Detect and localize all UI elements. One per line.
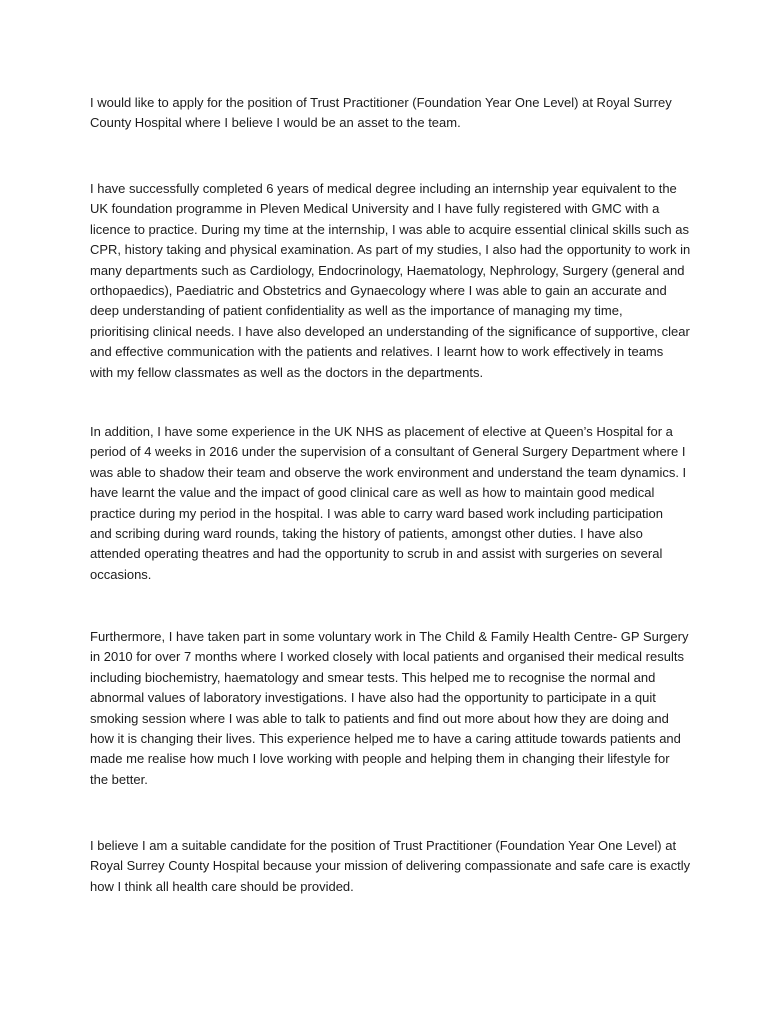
paragraph-voluntary-work bbox=[90, 627, 690, 790]
text-line: practice during my period in the hospital. I was able to carry ward based work including participation bbox=[90, 505, 664, 521]
text-line: many departments such as Cardiology, Endocrinology, Haematology, Nephrology, Surgery (general and bbox=[90, 262, 685, 278]
text-line: how I think all health care should be provided. bbox=[90, 878, 354, 894]
text-line: attended operating theatres and had the opportunity to scrub in and assist with surgeries on several bbox=[90, 546, 663, 562]
text-line: in 2010 for over 7 months where I worked closely with local patients and organised their medical results bbox=[90, 649, 684, 665]
text-line: abnormal values of laboratory investigations. I have also had the opportunity to participate in a quit bbox=[90, 690, 656, 706]
text-line: and scribing during ward rounds, taking the history of patients, amongst other duties. I have also bbox=[90, 526, 643, 542]
text-line: In addition, I have some experience in the UK NHS as placement of elective at Queen’s Hospital for a bbox=[90, 424, 673, 439]
text-line: was able to shadow their team and observe the work environment and understand the team dynamics. I bbox=[90, 464, 687, 480]
text-line: licence to practice. During my time at the internship, I was able to acquire essential clinical skills such as bbox=[90, 221, 689, 237]
text-line: occasions. bbox=[90, 566, 152, 582]
text-line: how it is changing their lives. This experience helped me to have a caring attitude towards patients and bbox=[90, 731, 681, 747]
text-line: orthopaedics), Paediatric and Obstetrics and Gynaecology where I was able to gain an accurate and bbox=[90, 283, 667, 299]
text-line: deep understanding of patient confidentiality as well as the importance of managing my time, bbox=[90, 303, 623, 319]
paragraph-education bbox=[90, 179, 690, 383]
text-line: smoking session where I was able to talk to patients and find out more about how they are doing and bbox=[90, 710, 669, 726]
text-line: prioritising clinical needs. I have also developed an understanding of the significance of supportive, clear bbox=[90, 323, 690, 339]
paragraph-introduction bbox=[90, 93, 690, 134]
text-line: period of 4 weeks in 2016 under the supervision of a consultant of General Surgery Department where I bbox=[90, 444, 686, 460]
paragraph-conclusion bbox=[90, 836, 690, 897]
text-line: have learnt the value and the impact of good clinical care as well as how to maintain good medical bbox=[90, 485, 655, 501]
text-line: Royal Surrey County Hospital because your mission of delivering compassionate and safe care is exactly bbox=[90, 858, 691, 874]
text-line: I believe I am a suitable candidate for the position of Trust Practitioner (Foundation Year One Level) at bbox=[90, 838, 677, 853]
text-line: I would like to apply for the position of Trust Practitioner (Foundation Year One Level) at Royal Surrey bbox=[90, 95, 672, 110]
text-line: including biochemistry, haematology and smear tests. This helped me to recognise the normal and bbox=[90, 669, 656, 685]
text-line: CPR, history taking and physical examination. As part of my studies, I also had the opportunity to work in bbox=[90, 242, 691, 258]
text-line: and effective communication with the patients and relatives. I learnt how to work effectively in teams bbox=[90, 344, 664, 360]
text-line: the better. bbox=[90, 771, 148, 787]
text-line: made me realise how much I love working with people and helping them in changing their lifestyle for bbox=[90, 751, 670, 767]
paragraph-nhs-experience bbox=[90, 422, 690, 585]
text-line: County Hospital where I believe I would be an asset to the team. bbox=[90, 115, 461, 131]
text-line: I have successfully completed 6 years of medical degree including an internship year equivalent to the bbox=[90, 181, 677, 196]
text-line: with my fellow classmates as well as the doctors in the departments. bbox=[90, 364, 484, 380]
text-line: UK foundation programme in Pleven Medical University and I have fully registered with GMC with a bbox=[90, 201, 660, 217]
text-line: Furthermore, I have taken part in some voluntary work in The Child & Family Health Centre- GP Surgery bbox=[90, 629, 689, 644]
